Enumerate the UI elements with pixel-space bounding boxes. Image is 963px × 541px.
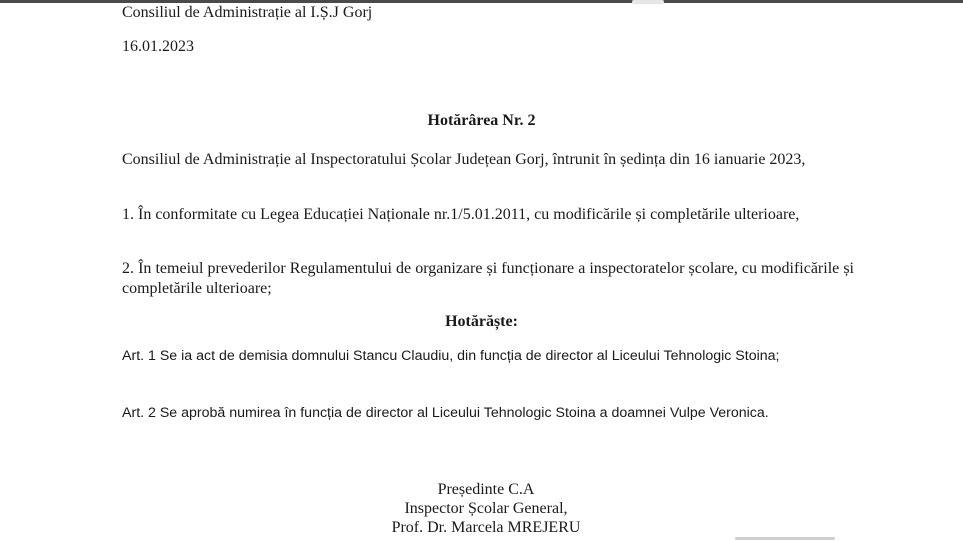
legal-basis-1: 1. În conformitate cu Legea Educației Naționale nr.1/5.01.2011, cu modificările și completările ulterioare, [122, 206, 800, 223]
page-top-edge [0, 0, 963, 3]
signature-role: Președinte C.A [437, 481, 535, 498]
document-date: 16.01.2023 [122, 38, 194, 55]
council-header: Consiliul de Administrație al I.Ș.J Gorj [122, 4, 373, 21]
article-1: Art. 1 Se ia act de demisia domnului Stancu Claudiu, din funcția de director al Liceului Tehnologic Stoina; [122, 348, 780, 364]
intro-paragraph: Consiliul de Administrație al Inspectoratului Școlar Județean Gorj, întrunit în ședința din 16 ianuarie 2023, [122, 151, 806, 168]
signature-block [330, 480, 642, 537]
scan-artifact [632, 0, 664, 4]
article-2: Art. 2 Se aprobă numirea în funcția de director al Liceului Tehnologic Stoina a doamnei Vulpe Veronica. [122, 405, 769, 421]
document-title: Hotărârea Nr. 2 [427, 112, 536, 129]
scan-artifact [735, 537, 835, 540]
legal-basis-2: 2. În temeiul prevederilor Regulamentului de organizare și funcționare a inspectoratelor școlare, cu modificările și completările ulterioare; [122, 260, 854, 297]
decides-heading: Hotărăște: [445, 313, 518, 330]
signature-title: Inspector Școlar General, [404, 500, 568, 517]
signature-name: Prof. Dr. Marcela MREJERU [391, 519, 581, 536]
